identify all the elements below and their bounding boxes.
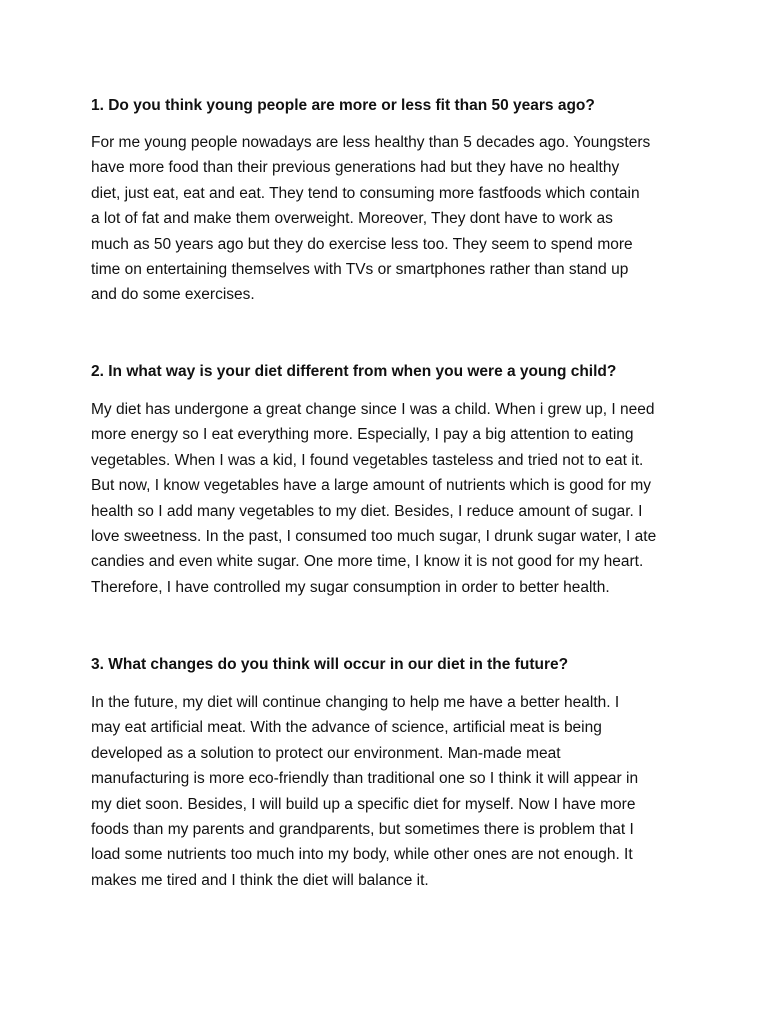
answer-1-line: diet, just eat, eat and eat. They tend to consuming more fastfoods which contain: [91, 184, 640, 202]
answer-2-paragraph: [91, 397, 656, 600]
question-1-heading: 1. Do you think young people are more or less fit than 50 years ago?: [91, 97, 595, 114]
answer-1-line: For me young people nowadays are less healthy than 5 decades ago. Youngsters: [91, 134, 651, 151]
answer-1-line: a lot of fat and make them overweight. Moreover, They dont have to work as: [91, 210, 613, 228]
answer-3-line: foods than my parents and grandparents, but sometimes there is problem that I: [91, 821, 634, 839]
answer-3-line: makes me tired and I think the diet will balance it.: [91, 871, 429, 889]
answer-1-paragraph: [91, 130, 650, 308]
answer-1-line: and do some exercises.: [91, 286, 255, 304]
answer-2-line: love sweetness. In the past, I consumed too much sugar, I drunk sugar water, I ate: [91, 528, 657, 546]
question-2-heading: 2. In what way is your diet different from when you were a young child?: [91, 363, 617, 380]
answer-3-line: may eat artificial meat. With the advance of science, artificial meat is being: [91, 719, 602, 737]
answer-1-line: have more food than their previous generations had but they have no healthy: [91, 159, 620, 177]
answer-3-paragraph: [91, 690, 638, 893]
answer-2-line: My diet has undergone a great change since I was a child. When i grew up, I need: [91, 401, 655, 418]
answer-2-line: candies and even white sugar. One more time, I know it is not good for my heart.: [91, 553, 644, 571]
answer-1-line: time on entertaining themselves with TVs or smartphones rather than stand up: [91, 261, 629, 279]
question-3-heading: 3. What changes do you think will occur in our diet in the future?: [91, 656, 569, 673]
answer-3-line: In the future, my diet will continue changing to help me have a better health. I: [91, 694, 620, 711]
answer-3-line: developed as a solution to protect our environment. Man-made meat: [91, 744, 561, 762]
answer-3-line: my diet soon. Besides, I will build up a specific diet for myself. Now I have more: [91, 795, 636, 813]
answer-3-line: load some nutrients too much into my body, while other ones are not enough. It: [91, 846, 633, 864]
answer-2-line: health so I add many vegetables to my diet. Besides, I reduce amount of sugar. I: [91, 502, 643, 520]
answer-2-line: more energy so I eat everything more. Especially, I pay a big attention to eating: [91, 426, 634, 444]
answer-2-line: Therefore, I have controlled my sugar consumption in order to better health.: [91, 578, 610, 596]
answer-1-line: much as 50 years ago but they do exercise less too. They seem to spend more: [91, 235, 633, 253]
answer-3-line: manufacturing is more eco-friendly than traditional one so I think it will appear in: [91, 770, 639, 788]
answer-2-line: vegetables. When I was a kid, I found vegetables tasteless and tried not to eat it.: [91, 451, 644, 469]
answer-2-line: But now, I know vegetables have a large amount of nutrients which is good for my: [91, 477, 652, 495]
